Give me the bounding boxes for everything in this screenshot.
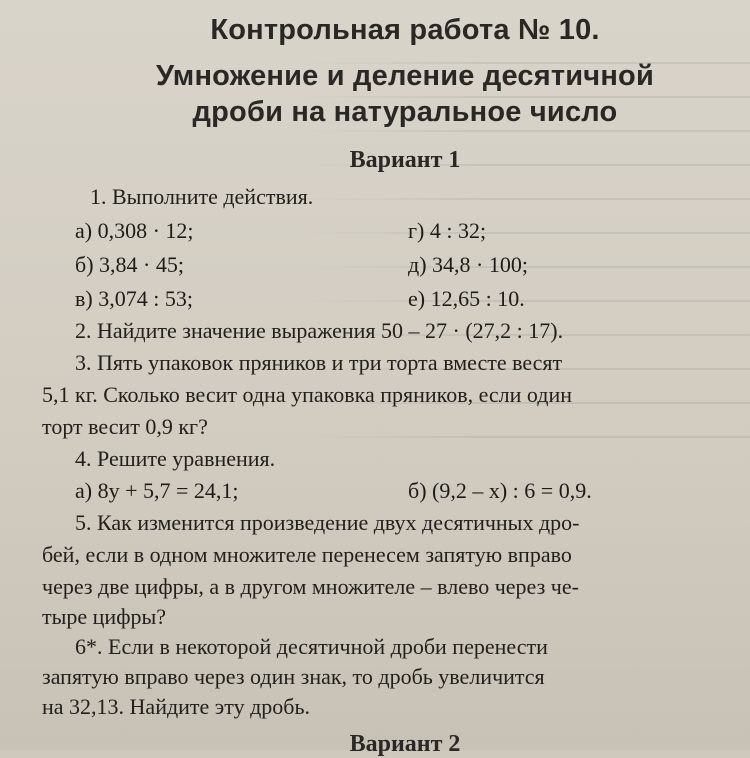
task-6-line-2: запятую вправо через один знак, то дробь увеличится <box>42 664 545 689</box>
page-title-line-1: Контрольная работа № 10. <box>210 14 600 46</box>
page-title-line-2: Умножение и деление десятичной <box>156 60 654 92</box>
task-1-item-v: в) 3,074 : 53; <box>75 286 193 311</box>
task-1-item-d: д) 34,8 · 100; <box>408 252 528 277</box>
task-5-line-4: тыре цифры? <box>42 604 167 629</box>
variant-2-heading: Вариант 2 <box>349 731 461 757</box>
task-6-line-1: 6*. Если в некоторой десятичной дроби перенести <box>75 634 548 659</box>
task-1-item-e: е) 12,65 : 10. <box>408 286 525 311</box>
task-3-line-1: 3. Пять упаковок пряников и три торта вместе весят <box>75 350 563 375</box>
task-1-item-b: б) 3,84 · 45; <box>75 252 184 277</box>
task-2: 2. Найдите значение выражения 50 – 27 · (27,2 : 17). <box>75 318 564 343</box>
task-3-line-2: 5,1 кг. Сколько весит одна упаковка пряников, если один <box>42 382 573 407</box>
task-4-equation-a: а) 8y + 5,7 = 24,1; <box>75 478 239 503</box>
task-3-line-3: торт весит 0,9 кг? <box>42 414 208 439</box>
task-1-item-a: а) 0,308 · 12; <box>75 218 194 243</box>
task-5-line-3: через две цифры, а в другом множителе – влево через че- <box>42 574 579 599</box>
task-6-line-3: на 32,13. Найдите эту дробь. <box>42 694 310 719</box>
variant-1-heading: Вариант 1 <box>349 147 461 173</box>
task-5-line-1: 5. Как изменится произведение двух десятичных дро- <box>75 510 580 535</box>
task-4-equation-b: б) (9,2 – x) : 6 = 0,9. <box>408 478 592 503</box>
task-1-heading: 1. Выполните действия. <box>90 184 314 209</box>
page-title-line-3: дроби на натуральное число <box>192 96 618 128</box>
task-5-line-2: бей, если в одном множителе перенесем запятую вправо <box>42 542 572 567</box>
task-4-heading: 4. Решите уравнения. <box>75 446 276 471</box>
task-1-item-g: г) 4 : 32; <box>408 218 487 243</box>
